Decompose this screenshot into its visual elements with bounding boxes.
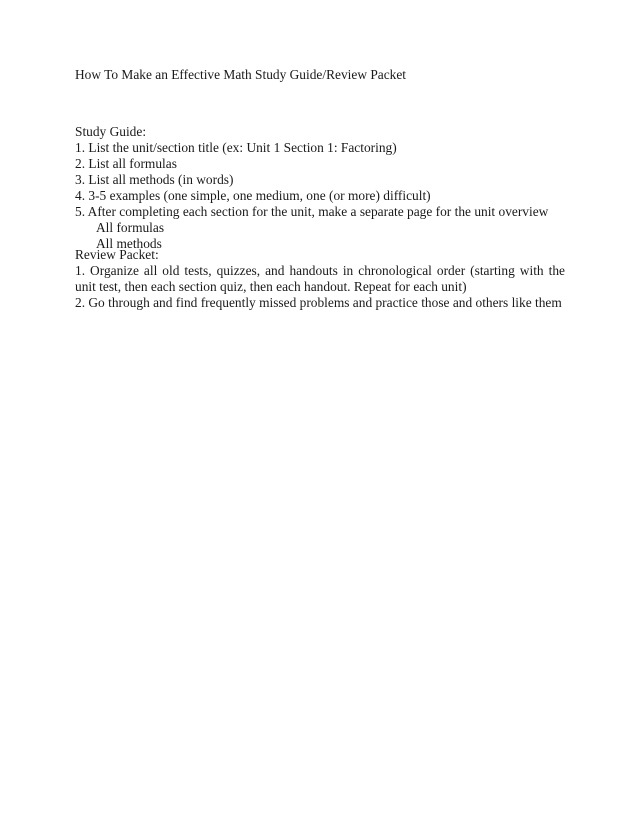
review-packet-item-2: 2. Go through and find frequently missed problems and practice those and others like them bbox=[75, 295, 562, 310]
review-packet-heading: Review Packet: bbox=[75, 247, 159, 262]
review-packet-section bbox=[75, 247, 565, 311]
study-guide-sub-item-methods: All methods bbox=[96, 236, 162, 251]
study-guide-heading: Study Guide: bbox=[75, 124, 147, 139]
study-guide-item-4: 4. 3-5 examples (one simple, one medium, one (or more) difficult) bbox=[75, 188, 431, 203]
document-title: How To Make an Effective Math Study Guide/Review Packet bbox=[75, 67, 407, 82]
study-guide-item-2: 2. List all formulas bbox=[75, 156, 177, 171]
study-guide-item-1: 1. List the unit/section title (ex: Unit 1 Section 1: Factoring) bbox=[75, 140, 397, 155]
study-guide-sub-item-formulas: All formulas bbox=[96, 220, 165, 235]
study-guide-item-3: 3. List all methods (in words) bbox=[75, 172, 234, 187]
study-guide-section bbox=[75, 124, 565, 252]
study-guide-item-5: 5. After completing each section for the unit, make a separate page for the unit overview bbox=[75, 204, 549, 219]
review-packet-item-1: 1. Organize all old tests, quizzes, and handouts in chronological order (starting with the unit test, then each section quiz, then each handout. Repeat for each unit) bbox=[75, 263, 565, 294]
